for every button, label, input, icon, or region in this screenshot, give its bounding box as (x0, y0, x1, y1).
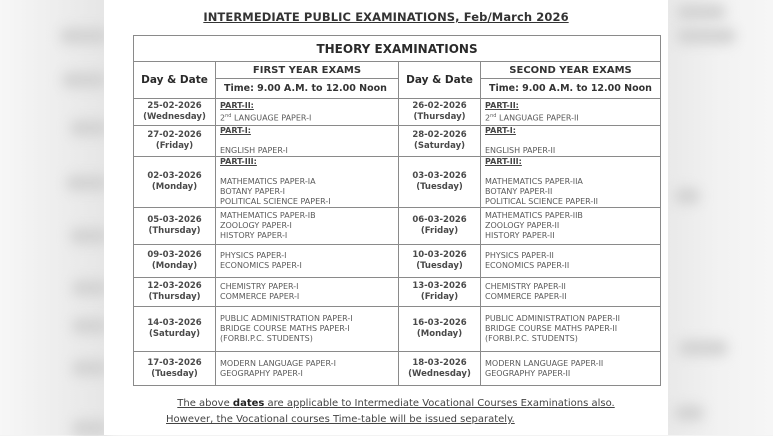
second-year-time-header: Time: 9.00 A.M. to 12.00 Noon (481, 79, 661, 99)
first-year-date-cell (134, 157, 216, 208)
subject-paper: BRIDGE COURSE MATHS PAPER-II (485, 324, 618, 333)
exam-day: (Monday) (151, 182, 198, 192)
first-year-date-cell (134, 278, 216, 307)
exam-date: 09-03-2026 (147, 250, 202, 260)
theory-exam-schedule-table (133, 35, 661, 386)
second-year-date-cell (399, 352, 481, 386)
exam-day: (Thursday) (148, 226, 201, 236)
exam-day: (Wednesday) (408, 368, 471, 379)
first-year-subjects-cell (216, 99, 399, 126)
table-row (134, 307, 661, 352)
subject-paper: BRIDGE COURSE MATHS PAPER-I (220, 324, 350, 333)
second-year-date-cell (399, 157, 481, 208)
exam-day: (Saturday) (148, 329, 201, 339)
subject-paper: COMMERCE PAPER-II (485, 292, 567, 301)
first-year-date-cell (134, 352, 216, 386)
exam-timetable-document (104, 0, 668, 435)
exam-date: 17-03-2026 (147, 357, 202, 368)
footnote-line-1 (104, 398, 668, 409)
first-year-time-header: Time: 9.00 A.M. to 12.00 Noon (216, 79, 399, 99)
first-year-subjects-cell (216, 126, 399, 157)
exam-day: (Friday) (420, 292, 459, 302)
second-day-date-header: Day & Date (399, 62, 481, 99)
theory-examinations-header: THEORY EXAMINATIONS (134, 36, 661, 62)
subject-paper: BOTANY PAPER-II (485, 187, 553, 196)
subject-paper: BOTANY PAPER-I (220, 187, 285, 196)
first-year-subjects-cell (216, 352, 399, 386)
table-row (134, 99, 661, 126)
first-year-subjects-cell (216, 245, 399, 278)
exam-date: 13-03-2026 (412, 281, 467, 291)
exam-date: 12-03-2026 (147, 281, 202, 291)
exam-day: (Friday) (155, 141, 194, 151)
exam-day: (Monday) (416, 329, 463, 339)
second-year-date-cell (399, 245, 481, 278)
table-row (134, 245, 661, 278)
subject-paper: GEOGRAPHY PAPER-I (220, 368, 303, 378)
second-year-subjects-cell (481, 157, 661, 208)
second-year-date-cell (399, 208, 481, 245)
footnote-text: The above (177, 398, 233, 409)
exam-day: (Tuesday) (151, 368, 198, 379)
table-row (134, 278, 661, 307)
part-label: PART-III: (220, 157, 257, 166)
subject-paper: ZOOLOGY PAPER-I (220, 221, 292, 230)
blurred-background-right (668, 0, 773, 435)
exam-date: 28-02-2026 (412, 130, 467, 140)
first-year-subjects-cell (216, 157, 399, 208)
subject-paper: (FORBI.P.C. STUDENTS) (220, 334, 313, 343)
subject-paper: HISTORY PAPER-I (220, 231, 288, 240)
exam-day: (Saturday) (413, 141, 466, 151)
first-year-subjects-cell (216, 307, 399, 352)
part-label: PART-I: (485, 126, 516, 135)
exam-date: 27-02-2026 (147, 130, 202, 140)
subject-paper: MODERN LANGUAGE PAPER-I (220, 358, 336, 368)
subject-paper: HISTORY PAPER-II (485, 231, 555, 240)
first-year-date-cell (134, 307, 216, 352)
second-year-date-cell (399, 126, 481, 157)
subject-paper: PHYSICS PAPER-I (220, 251, 287, 260)
first-year-date-cell (134, 99, 216, 126)
subject-paper: CHEMISTRY PAPER-I (220, 282, 299, 291)
exam-date: 25-02-2026 (147, 101, 202, 111)
exam-day: (Tuesday) (416, 261, 463, 271)
subject-paper: ENGLISH PAPER-I (220, 146, 288, 155)
second-year-date-cell (399, 278, 481, 307)
exam-day: (Friday) (420, 226, 459, 236)
part-label: PART-III: (485, 157, 522, 166)
second-year-date-cell (399, 307, 481, 352)
second-year-date-cell (399, 99, 481, 126)
exam-date: 03-03-2026 (412, 171, 467, 181)
part-label: PART-II: (220, 100, 254, 110)
blurred-background-left (0, 0, 104, 435)
exam-day: (Tuesday) (416, 182, 463, 192)
part-label: PART-I: (220, 126, 251, 135)
spacer (220, 136, 394, 146)
first-year-subjects-cell (216, 208, 399, 245)
exam-date: 02-03-2026 (147, 171, 202, 181)
subject-paper: MATHEMATICS PAPER-IIB (485, 211, 583, 220)
exam-day: (Monday) (151, 261, 198, 271)
document-title: INTERMEDIATE PUBLIC EXAMINATIONS, Feb/March 2026 (203, 10, 569, 24)
subject-paper: 2nd LANGUAGE PAPER-II (485, 112, 579, 123)
subject-paper: GEOGRAPHY PAPER-II (485, 368, 571, 378)
exam-date: 16-03-2026 (412, 318, 467, 328)
subject-paper: 2nd LANGUAGE PAPER-I (220, 112, 312, 123)
subject-paper: POLITICAL SCIENCE PAPER-I (220, 197, 331, 206)
subject-paper: MATHEMATICS PAPER-IA (220, 177, 316, 186)
first-year-date-cell (134, 245, 216, 278)
subject-paper: PUBLIC ADMINISTRATION PAPER-I (220, 314, 353, 323)
spacer (485, 136, 656, 146)
subject-paper: ECONOMICS PAPER-II (485, 261, 570, 270)
exam-date: 05-03-2026 (147, 215, 202, 225)
second-year-subjects-cell (481, 278, 661, 307)
subject-paper: COMMERCE PAPER-I (220, 292, 300, 301)
subject-paper: MATHEMATICS PAPER-IB (220, 211, 316, 220)
second-year-subjects-cell (481, 245, 661, 278)
footnote-text: are applicable to Intermediate Vocational Courses Examinations also. (264, 398, 615, 409)
second-year-exams-header: SECOND YEAR EXAMS (481, 62, 661, 79)
subject-paper: CHEMISTRY PAPER-II (485, 282, 566, 291)
exam-date: 10-03-2026 (412, 250, 467, 260)
subject-paper: ENGLISH PAPER-II (485, 146, 556, 155)
table-row (134, 157, 661, 208)
first-year-date-cell (134, 126, 216, 157)
schedule-rows (134, 99, 661, 386)
exam-date: 06-03-2026 (412, 215, 467, 225)
subject-paper: POLITICAL SCIENCE PAPER-II (485, 197, 598, 206)
subject-paper: PHYSICS PAPER-II (485, 251, 554, 260)
subject-paper: ECONOMICS PAPER-I (220, 261, 302, 270)
first-year-date-cell (134, 208, 216, 245)
exam-day: (Thursday) (413, 112, 466, 122)
second-year-subjects-cell (481, 352, 661, 386)
subject-paper: ZOOLOGY PAPER-II (485, 221, 560, 230)
second-year-subjects-cell (481, 99, 661, 126)
first-day-date-header: Day & Date (134, 62, 216, 99)
exam-date: 26-02-2026 (412, 101, 467, 111)
footnote-line-2: However, the Vocational courses Time-table will be issued separately. (166, 414, 515, 425)
exam-day: (Wednesday) (143, 112, 206, 122)
subject-paper: (FORBI.P.C. STUDENTS) (485, 334, 578, 343)
table-row (134, 352, 661, 386)
spacer (220, 167, 394, 177)
spacer (485, 167, 656, 177)
subject-paper: MATHEMATICS PAPER-IIA (485, 177, 583, 186)
exam-date: 14-03-2026 (147, 318, 202, 328)
part-label: PART-II: (485, 100, 519, 110)
subject-paper: MODERN LANGUAGE PAPER-II (485, 358, 604, 368)
subject-paper: PUBLIC ADMINISTRATION PAPER-II (485, 314, 620, 323)
first-year-subjects-cell (216, 278, 399, 307)
table-row (134, 208, 661, 245)
second-year-subjects-cell (481, 126, 661, 157)
second-year-subjects-cell (481, 208, 661, 245)
second-year-subjects-cell (481, 307, 661, 352)
exam-date: 18-03-2026 (412, 357, 467, 368)
table-row (134, 126, 661, 157)
first-year-exams-header: FIRST YEAR EXAMS (216, 62, 399, 79)
footnote-bold-dates: dates (232, 398, 265, 409)
exam-day: (Thursday) (148, 292, 201, 302)
